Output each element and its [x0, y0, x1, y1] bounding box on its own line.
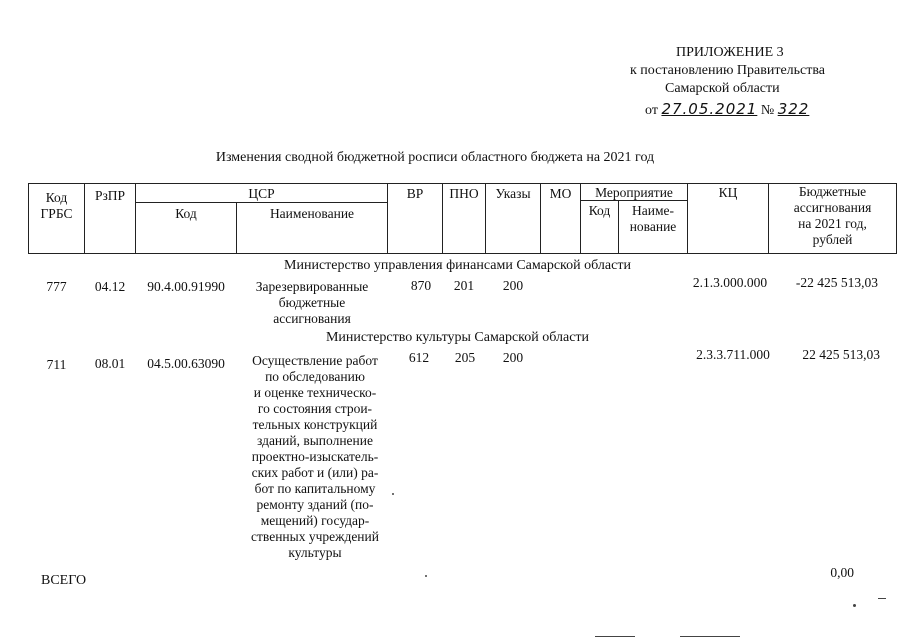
- scan-speck: [425, 575, 427, 577]
- row-ukazy: 200: [502, 350, 524, 365]
- row-grbs: 777: [46, 279, 67, 294]
- header-csr-code: Код: [175, 206, 197, 221]
- header-pno: ПНО: [449, 186, 479, 201]
- row-grbs: 711: [46, 357, 67, 372]
- scan-speck: [392, 493, 394, 495]
- header-ukazy: Указы: [495, 186, 531, 201]
- row-ukazy: 200: [502, 278, 524, 293]
- header-csr: ЦСР: [248, 186, 275, 201]
- header-rzpr: РзПР: [94, 188, 126, 203]
- row-pno: 201: [453, 278, 475, 293]
- header-mo: МО: [549, 186, 572, 201]
- attachment-title: ПРИЛОЖЕНИЕ 3: [676, 45, 784, 60]
- row-rzpr: 08.01: [94, 356, 126, 371]
- scan-speck: [878, 598, 886, 599]
- attachment-date-line: [560, 100, 900, 120]
- row-vr: 870: [410, 278, 432, 293]
- row-csr-code: 04.5.00.63090: [147, 356, 225, 371]
- date-prefix: от: [645, 103, 658, 118]
- attachment-block: [560, 44, 900, 120]
- header-event-name: Наиме- нование: [629, 203, 677, 234]
- total-label: ВСЕГО: [41, 573, 87, 588]
- row-amount: -22 425 513,03: [795, 275, 878, 290]
- total-amount: 0,00: [830, 565, 854, 580]
- header-kc: КЦ: [718, 185, 738, 200]
- header-csr-name: Наименование: [269, 206, 355, 221]
- csr-subheader-line: [135, 202, 387, 203]
- document-title: Изменения сводной бюджетной росписи областного бюджета на 2021 год: [215, 150, 655, 165]
- ministry-finance-heading: Министерство управления финансами Самарской области: [284, 258, 631, 273]
- col-sep-12: [896, 183, 897, 254]
- header-event: Мероприятие: [595, 185, 673, 200]
- handwritten-date: 27.05.2021: [661, 100, 758, 118]
- scan-speck: [853, 604, 856, 607]
- row-rzpr: 04.12: [94, 279, 126, 294]
- header-top-border: [28, 183, 896, 184]
- row-vr: 612: [408, 350, 430, 365]
- number-label: №: [760, 103, 775, 118]
- row-pno: 205: [454, 350, 476, 365]
- attachment-region: Самарской области: [665, 81, 780, 96]
- handwritten-number: 322: [777, 100, 810, 118]
- header-vr: ВР: [406, 186, 424, 201]
- scan-speck: [595, 636, 635, 637]
- row-kc: 2.1.3.000.000: [692, 275, 768, 290]
- header-budget: Бюджетные ассигнования на 2021 год, рублей: [793, 184, 872, 247]
- scan-speck: [680, 636, 740, 637]
- attachment-resolution: к постановлению Правительства: [630, 63, 826, 78]
- row-kc: 2.3.3.711.000: [696, 347, 770, 362]
- row-name: Зарезервированные бюджетные ассигнования: [255, 279, 369, 326]
- row-csr-code: 90.4.00.91990: [147, 279, 225, 294]
- header-event-code: Код: [588, 203, 611, 218]
- row-amount: 22 425 513,03: [802, 347, 880, 362]
- ministry-culture-heading: Министерство культуры Самарской области: [325, 330, 590, 345]
- row-name: Осуществление работ по обследованию и оценке техническо- го состояния строи- тельных конструкций зданий, выполнение проектно-изыскатель- ских работ и (или) ра- бот по капитальному ремонту зданий (по- мещений) государ- ственных учреждений культуры: [251, 353, 379, 560]
- header-grbs: Код ГРБС: [40, 190, 73, 221]
- header-bottom-border: [28, 253, 896, 254]
